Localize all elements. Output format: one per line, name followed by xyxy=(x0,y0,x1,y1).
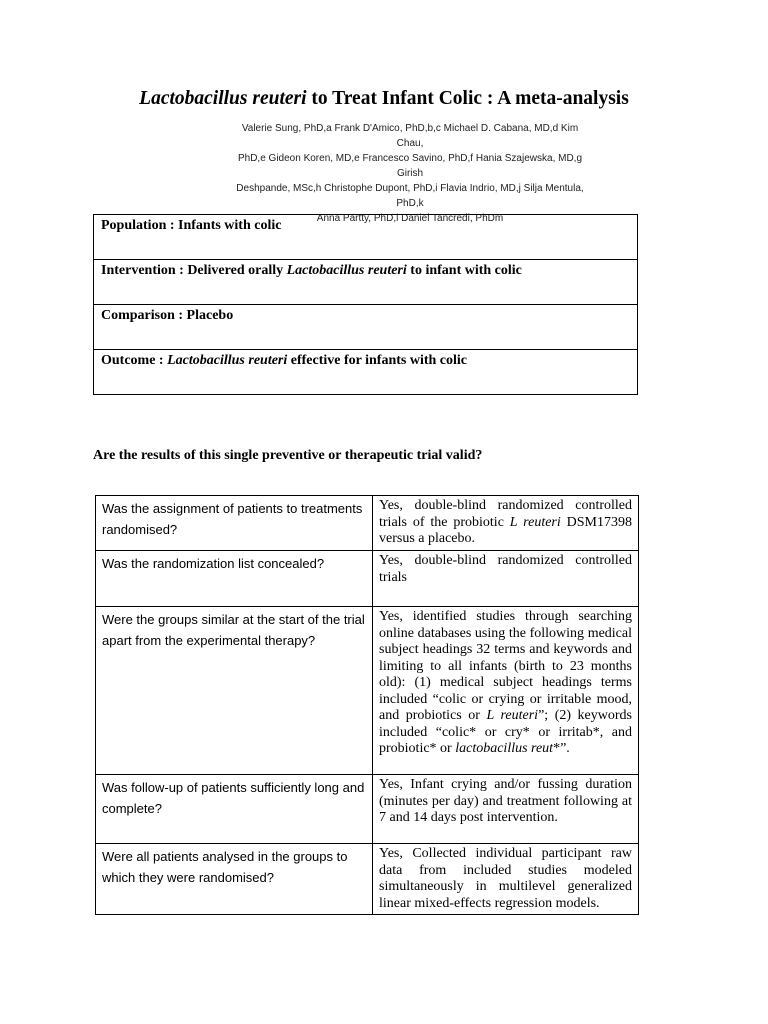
pico-row-comparison xyxy=(94,305,638,350)
paper-title xyxy=(0,88,768,110)
pico-comparison: Comparison : Placebo xyxy=(94,305,638,350)
pico-row-intervention xyxy=(94,260,638,305)
outcome-organism: Lactobacillus reuteri xyxy=(167,353,288,368)
appraisal-answer: Yes, double-blind randomized controlled trials xyxy=(373,551,639,607)
author-line-1: Valerie Sung, PhD,a Frank D'Amico, PhD,b,c Michael D. Cabana, MD,d Kim Chau, xyxy=(241,123,579,149)
answer-text: ”; (2) keywords included “colic* or cry* or irritab*, and probiotic* or xyxy=(379,708,632,756)
answer-text: Yes, double-blind randomized controlled trials of the probiotic xyxy=(379,498,632,530)
appraisal-answer: Yes, Collected individual participant raw data from included studies modeled simultaneously in multilevel generalized linear mixed-effects regression models. xyxy=(373,844,639,915)
appraisal-answer: Yes, Infant crying and/or fussing duration (minutes per day) and treatment following at 7 and 14 days post intervention. xyxy=(373,775,639,844)
answer-italic: L reuteri xyxy=(486,708,539,723)
title-rest: to Treat Infant Colic : A meta-analysis xyxy=(306,88,629,109)
table-row xyxy=(96,607,639,775)
answer-italic: lactobacillus reut xyxy=(455,741,554,756)
intervention-organism: Lactobacillus reuteri xyxy=(286,263,407,278)
answer-text: *”. xyxy=(553,741,570,756)
answer-text: DSM17398 versus a placebo. xyxy=(379,514,632,546)
table-row xyxy=(96,496,639,551)
pico-outcome xyxy=(94,350,638,395)
appraisal-answer xyxy=(373,496,639,551)
pico-population: Population : Infants with colic xyxy=(94,215,638,260)
appraisal-question: Was follow-up of patients sufficiently long and complete? xyxy=(96,775,373,844)
intervention-suffix: to infant with colic xyxy=(406,263,522,278)
author-line-4: Anna Partty, PhD,l Daniel Tancredi, PhDm xyxy=(316,213,504,224)
title-organism: Lactobacillus reuteri xyxy=(139,88,307,109)
appraisal-question: Were the groups similar at the start of the trial apart from the experimental therapy? xyxy=(96,607,373,775)
pico-row-outcome xyxy=(94,350,638,395)
table-row xyxy=(96,551,639,607)
answer-text: Yes, identified studies through searching online databases using the following medical subject headings 32 terms and keywords and limiting to all infants (birth to 23 months old): (1) medical subject headings terms included “colic or crying or irritable mood, and probiotics or xyxy=(379,609,632,723)
appraisal-question: Were all patients analysed in the groups to which they were randomised? xyxy=(96,844,373,915)
outcome-prefix: Outcome : xyxy=(101,353,168,368)
pico-intervention xyxy=(94,260,638,305)
pico-table xyxy=(93,214,638,395)
appraisal-question: Was the assignment of patients to treatments randomised? xyxy=(96,496,373,551)
appraisal-answer xyxy=(373,607,639,775)
validity-question-heading: Are the results of this single preventive or therapeutic trial valid? xyxy=(93,448,483,463)
author-line-3: Deshpande, MSc,h Christophe Dupont, PhD,i Flavia Indrio, MD,j Silja Mentula, PhD,k xyxy=(236,183,584,209)
appraisal-table xyxy=(95,495,639,915)
author-list xyxy=(230,121,590,226)
author-line-2: PhD,e Gideon Koren, MD,e Francesco Savino, PhD,f Hania Szajewska, MD,g Girish xyxy=(237,153,583,179)
pico-row-population xyxy=(94,215,638,260)
answer-italic: L reuteri xyxy=(509,514,561,530)
outcome-suffix: effective for infants with colic xyxy=(287,353,468,368)
appraisal-question: Was the randomization list concealed? xyxy=(96,551,373,607)
table-row xyxy=(96,775,639,844)
intervention-prefix: Intervention : Delivered orally xyxy=(101,263,287,278)
table-row xyxy=(96,844,639,915)
